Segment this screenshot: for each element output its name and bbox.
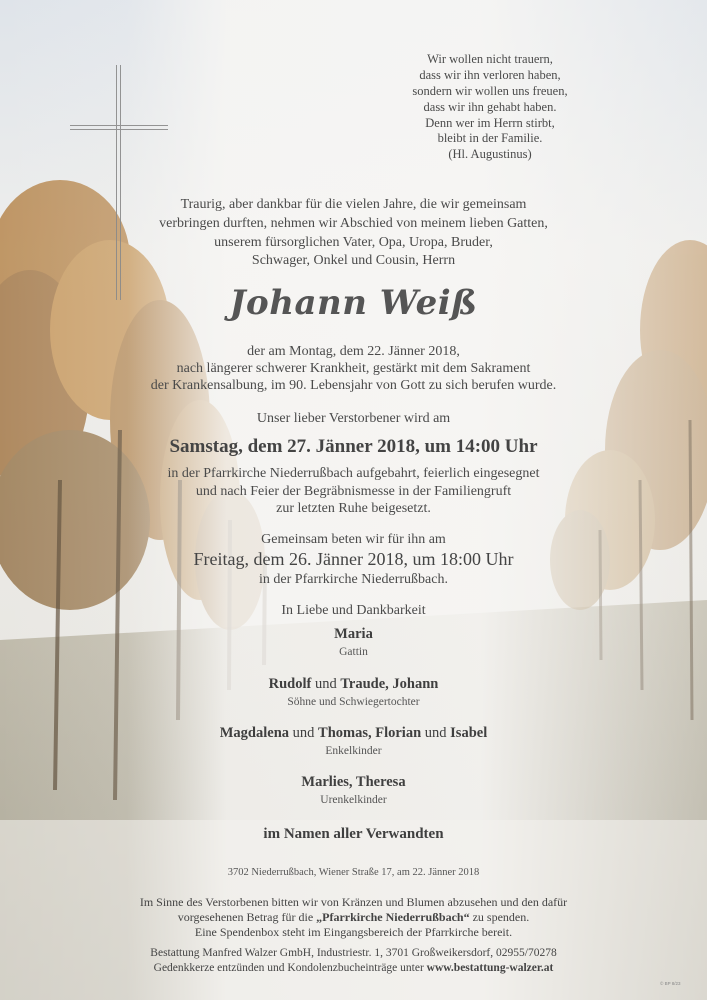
funeral-details-line: zur letzten Ruhe beigesetzt. bbox=[276, 501, 431, 516]
mourner-name: Maria bbox=[334, 626, 373, 642]
donation-line: vorgesehenen Betrag für die „Pfarrkirche Niederrußbach“ zu spenden. bbox=[177, 910, 530, 924]
mourner-relation: Urenkelkinder bbox=[320, 794, 387, 806]
donation-line: Im Sinne des Verstorbenen bitten wir von Kränzen und Blumen abzusehen und den dafür bbox=[139, 895, 568, 909]
undertaker-line: Bestattung Manfred Walzer GmbH, Industriestr. 1, 3701 Großweikersdorf, 02955/70278 bbox=[150, 947, 557, 959]
poem-author: (Hl. Augustinus) bbox=[448, 147, 532, 161]
mourner-relation: Söhne und Schwiegertochter bbox=[287, 696, 420, 708]
poem-line: dass wir ihn verloren haben, bbox=[419, 68, 561, 82]
closing-text: In Liebe und Dankbarkeit bbox=[281, 603, 426, 618]
death-notice-line: der am Montag, dem 22. Jänner 2018, bbox=[247, 344, 460, 359]
prayer-place: in der Pfarrkirche Niederrußbach. bbox=[259, 572, 448, 587]
address-line: 3702 Niederrußbach, Wiener Straße 17, am 22. Jänner 2018 bbox=[227, 867, 480, 878]
funeral-date: Samstag, dem 27. Jänner 2018, um 14:00 Uhr bbox=[169, 436, 538, 457]
mourner-relation: Enkelkinder bbox=[325, 745, 382, 757]
poem-line: bleibt in der Familie. bbox=[437, 131, 543, 145]
poem-line: Wir wollen nicht trauern, bbox=[427, 52, 553, 66]
death-notice-line: der Krankensalbung, im 90. Lebensjahr von Gott zu sich berufen wurde. bbox=[150, 378, 557, 393]
prayer-intro: Gemeinsam beten wir für ihn am bbox=[261, 532, 446, 547]
mourner-name: Magdalena und Thomas, Florian und Isabel bbox=[219, 725, 488, 741]
funeral-details-line: in der Pfarrkirche Niederrußbach aufgebahrt, feierlich eingesegnet bbox=[167, 466, 540, 481]
funeral-intro: Unser lieber Verstorbener wird am bbox=[256, 411, 451, 426]
undertaker-website: www.bestattung-walzer.at bbox=[426, 962, 554, 974]
relatives-line: im Namen aller Verwandten bbox=[263, 826, 444, 842]
copyright-mark: © BP 8/23 bbox=[660, 981, 681, 986]
poem-line: dass wir ihn gehabt haben. bbox=[423, 100, 557, 114]
intro-line: Schwager, Onkel und Cousin, Herrn bbox=[251, 253, 456, 268]
poem-line: sondern wir wollen uns freuen, bbox=[412, 84, 568, 98]
mourner-name: Rudolf und Traude, Johann bbox=[268, 676, 439, 692]
donation-line: Eine Spendenbox steht im Eingangsbereich der Pfarrkirche bereit. bbox=[194, 925, 513, 939]
funeral-details-line: und nach Feier der Begräbnismesse in der Familiengruft bbox=[195, 484, 512, 499]
mourner-relation: Gattin bbox=[339, 646, 368, 658]
intro-line: unserem fürsorglichen Vater, Opa, Uropa, Bruder, bbox=[214, 235, 493, 250]
deceased-name: Johann Weiß bbox=[229, 283, 478, 323]
poem-line: Denn wer im Herrn stirbt, bbox=[425, 116, 555, 130]
prayer-date: Freitag, dem 26. Jänner 2018, um 18:00 Uhr bbox=[193, 549, 514, 569]
undertaker-line: Gedenkkerze entzünden und Kondolenzbucheinträge unter www.bestattung-walzer.at bbox=[153, 962, 554, 974]
mourner-name: Marlies, Theresa bbox=[301, 774, 406, 790]
intro-line: verbringen durften, nehmen wir Abschied von meinem lieben Gatten, bbox=[159, 216, 548, 231]
death-notice-line: nach längerer schwerer Krankheit, gestärkt mit dem Sakrament bbox=[176, 361, 531, 376]
intro-line: Traurig, aber dankbar für die vielen Jahre, die wir gemeinsam bbox=[180, 197, 527, 212]
